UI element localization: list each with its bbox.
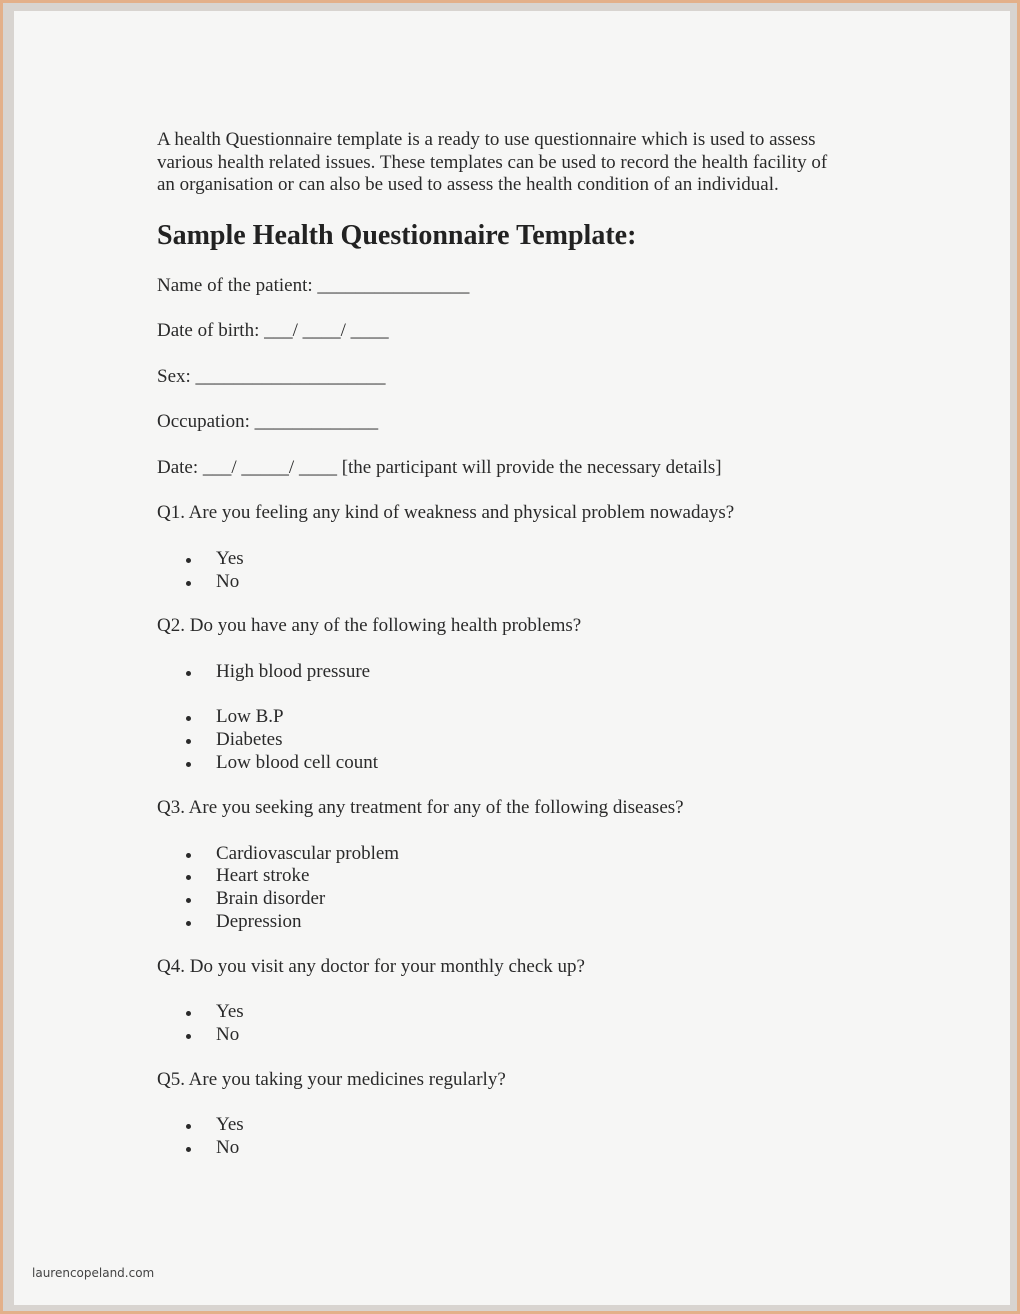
- intro-paragraph: [157, 129, 877, 197]
- name-field: Name of the patient: ________________: [157, 275, 470, 296]
- sex-field: Sex: ____________________: [157, 366, 386, 387]
- bullet-icon: [186, 671, 191, 676]
- q4-option: No: [216, 1024, 240, 1045]
- bullet-icon: [186, 1124, 191, 1129]
- q2-option: Diabetes: [216, 729, 283, 750]
- question-3: Q3. Are you seeking any treatment for any of the following diseases?: [157, 797, 684, 818]
- q3-option: Brain disorder: [216, 888, 326, 909]
- intro-line: an organisation or can also be used to assess the health condition of an individual.: [157, 174, 779, 195]
- bullet-icon: [186, 921, 191, 926]
- bullet-icon: [186, 739, 191, 744]
- page-title: Sample Health Questionnaire Template:: [157, 220, 637, 251]
- bullet-icon: [186, 558, 191, 563]
- bullet-icon: [186, 898, 191, 903]
- q1-option: Yes: [216, 548, 244, 569]
- intro-line: A health Questionnaire template is a ready to use questionnaire which is used to assess: [157, 129, 816, 150]
- bullet-icon: [186, 875, 191, 880]
- q2-option: High blood pressure: [216, 661, 371, 682]
- bullet-icon: [186, 716, 191, 721]
- bullet-icon: [186, 1034, 191, 1039]
- bullet-icon: [186, 1147, 191, 1152]
- bullet-icon: [186, 581, 191, 586]
- question-1: Q1. Are you feeling any kind of weakness and physical problem nowadays?: [157, 502, 735, 523]
- bullet-icon: [186, 1011, 191, 1016]
- document-page: [14, 11, 1010, 1305]
- bullet-icon: [186, 762, 191, 767]
- question-5: Q5. Are you taking your medicines regularly?: [157, 1069, 506, 1090]
- q5-option: Yes: [216, 1114, 244, 1135]
- q3-option: Heart stroke: [216, 865, 310, 886]
- q3-option: Cardiovascular problem: [216, 843, 400, 864]
- q2-option: Low blood cell count: [216, 752, 378, 773]
- q5-option: No: [216, 1137, 240, 1158]
- q3-option: Depression: [216, 911, 302, 932]
- intro-line: various health related issues. These templates can be used to record the health facility of: [157, 151, 828, 173]
- q4-option: Yes: [216, 1001, 244, 1022]
- bullet-icon: [186, 853, 191, 858]
- q1-option: No: [216, 571, 240, 592]
- question-4: Q4. Do you visit any doctor for your monthly check up?: [157, 956, 585, 977]
- watermark: laurencopeland.com: [32, 1266, 155, 1280]
- occupation-field: Occupation: _____________: [157, 411, 379, 432]
- question-2: Q2. Do you have any of the following health problems?: [157, 615, 582, 636]
- date-field: Date: ___/ _____/ ____ [the participant will provide the necessary details]: [157, 457, 722, 478]
- dob-field: Date of birth: ___/ ____/ ____: [157, 320, 389, 341]
- q2-option: Low B.P: [216, 706, 284, 727]
